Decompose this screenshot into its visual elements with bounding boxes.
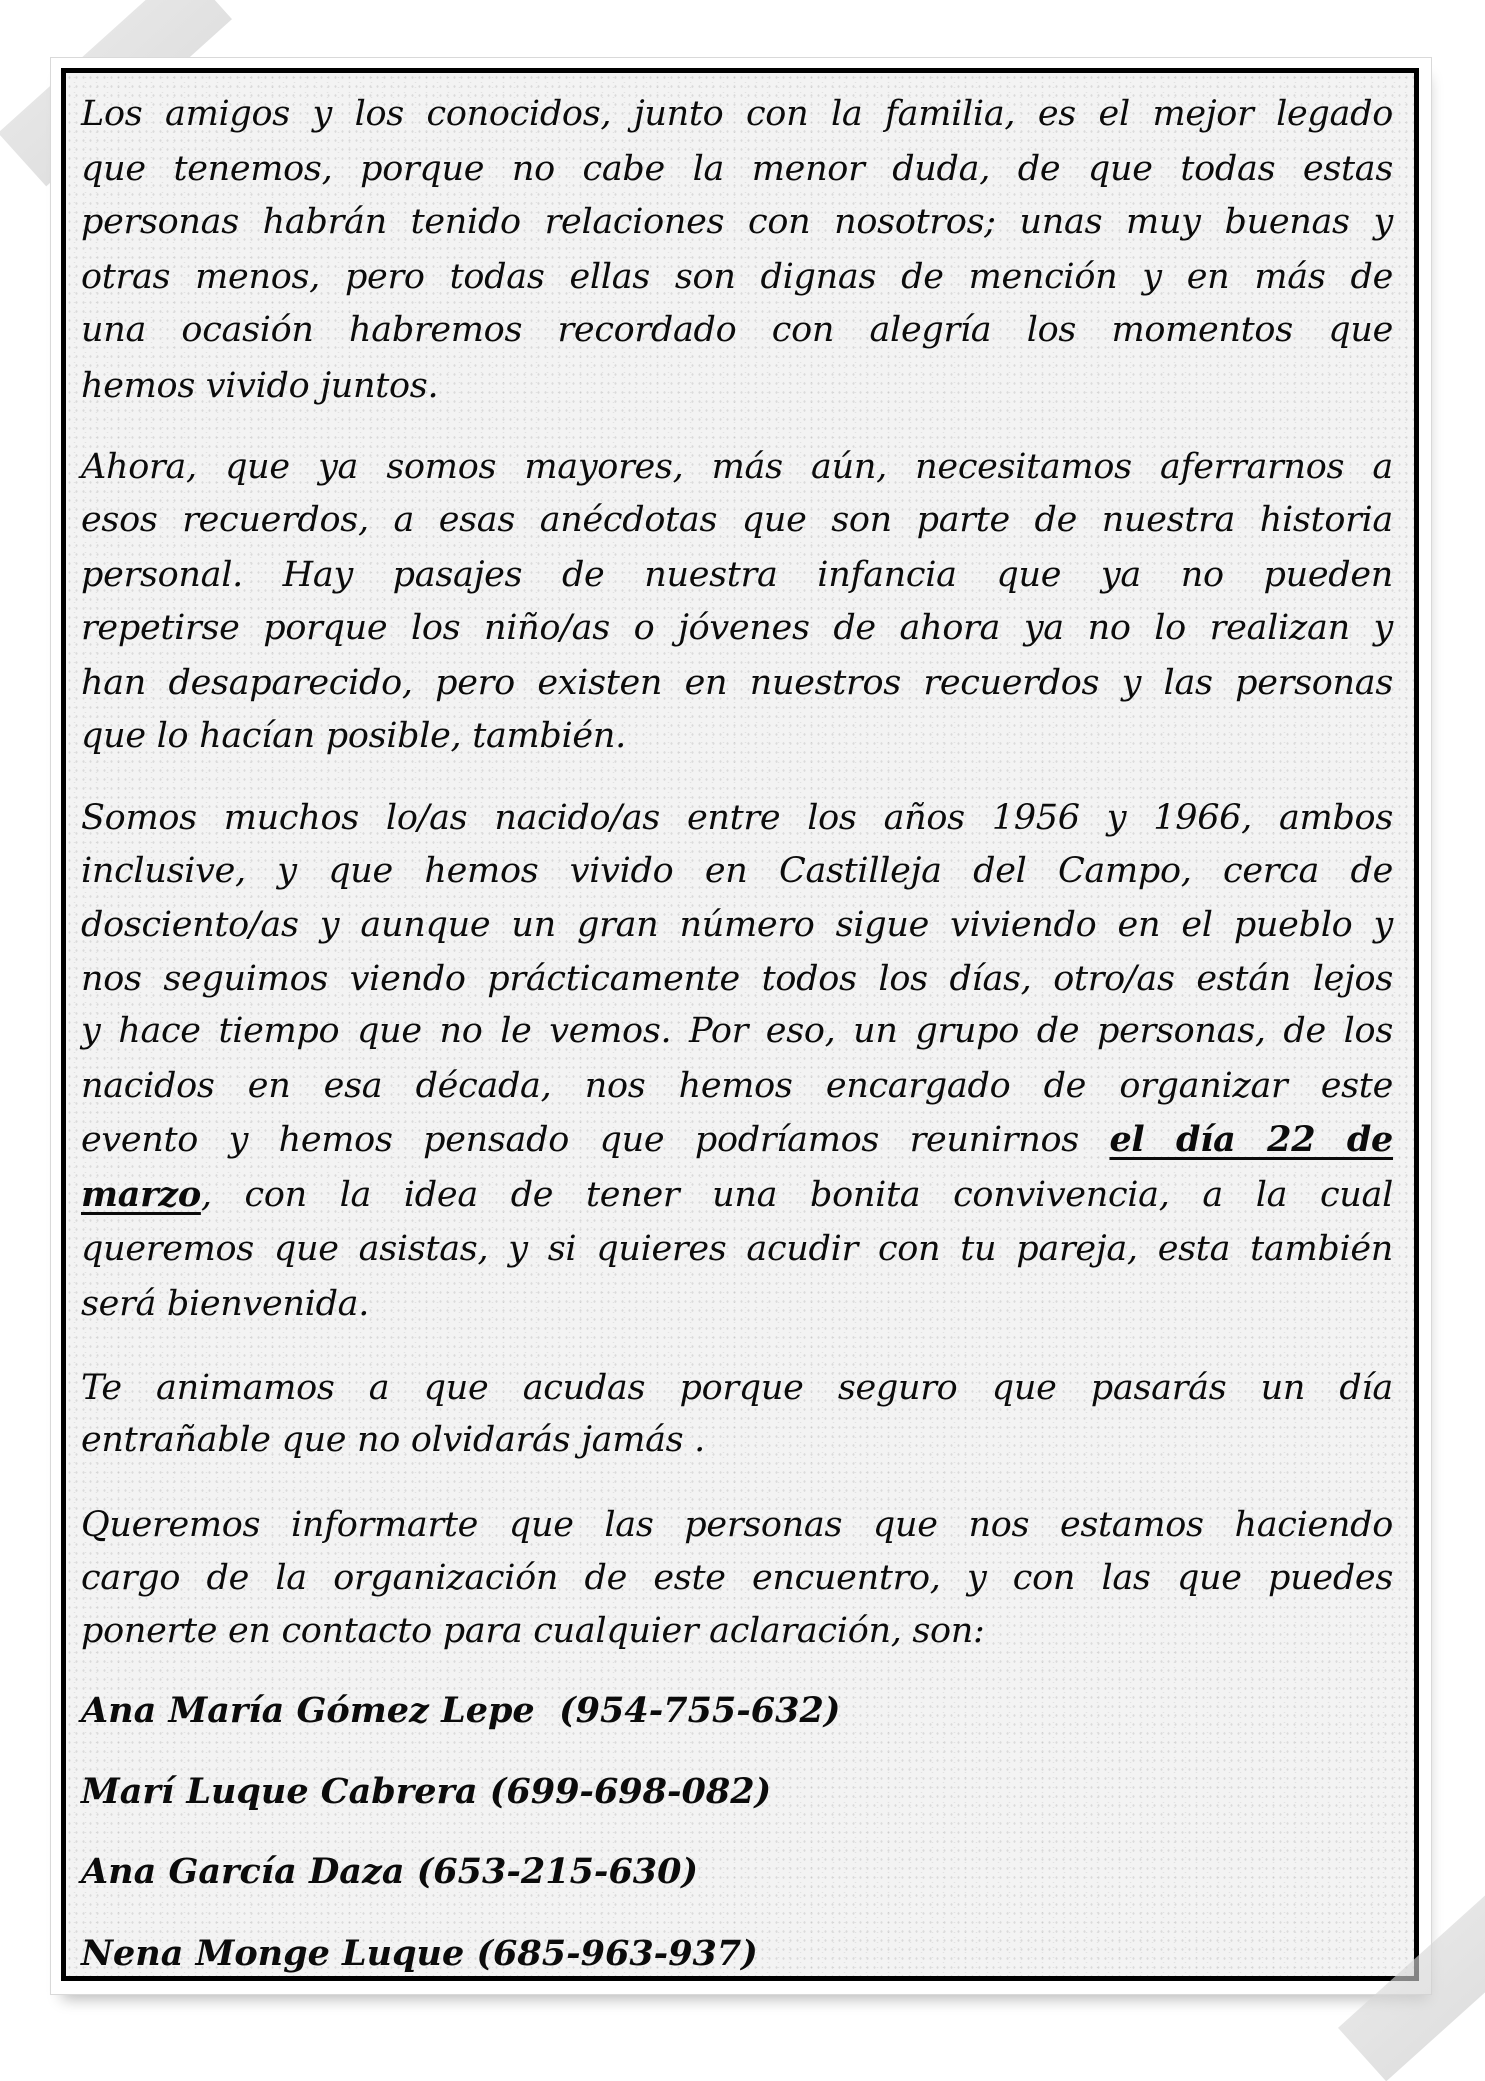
- paragraph-1-line: personas habrán tenido relaciones con nosotros; unas muy buenas y: [81, 202, 1393, 242]
- paragraph-3-line: dosciento/as y aunque un gran número sigue viviendo en el pueblo y: [81, 905, 1393, 945]
- paragraph-1-line: otras menos, pero todas ellas son dignas de mención y en más de: [81, 257, 1393, 297]
- paragraph-1-line: hemos vivido juntos.: [81, 366, 439, 406]
- date-line-text: evento y hemos pensado que podríamos reunirnos: [81, 1120, 1079, 1160]
- contact-entry: [81, 1929, 758, 1979]
- contact-phone: (685-963-937): [476, 1933, 758, 1974]
- contact-name: Marí Luque Cabrera: [81, 1771, 478, 1812]
- contact-entry: [81, 1686, 840, 1736]
- contact-entry: [81, 1847, 698, 1897]
- paragraph-3-line-with-date: [81, 1115, 1393, 1165]
- paragraph-2-line: repetirse porque los niño/as o jóvenes de ahora ya no lo realizan y: [81, 608, 1393, 648]
- paragraph-3-line: y hace tiempo que no le vemos. Por eso, un grupo de personas, de los: [81, 1011, 1393, 1051]
- contact-name: Nena Monge Luque: [81, 1933, 465, 1974]
- paragraph-3-line: nacidos en esa década, nos hemos encargado de organizar este: [81, 1066, 1393, 1106]
- date-line-text: , con la idea de tener una bonita convivencia, a la cual: [200, 1175, 1393, 1215]
- contact-phone: (699-698-082): [489, 1771, 772, 1812]
- paragraph-4-line: Te animamos a que acudas porque seguro que pasarás un día: [81, 1368, 1393, 1408]
- paragraph-2-line: han desaparecido, pero existen en nuestros recuerdos y las personas: [81, 663, 1393, 703]
- event-date-month: marzo: [81, 1174, 201, 1215]
- contact-name: Ana García Daza: [81, 1851, 405, 1892]
- paragraph-2-line: personal. Hay pasajes de nuestra infancia que ya no pueden: [81, 555, 1393, 595]
- letter-paper: [61, 68, 1419, 1981]
- paragraph-3-line: nos seguimos viendo prácticamente todos los días, otro/as están lejos: [81, 959, 1393, 999]
- paragraph-1-line: una ocasión habremos recordado con alegría los momentos que: [81, 310, 1393, 350]
- paragraph-1-line: Los amigos y los conocidos, junto con la familia, es el mejor legado: [81, 94, 1393, 134]
- paragraph-3-line: inclusive, y que hemos vivido en Castilleja del Campo, cerca de: [81, 851, 1393, 891]
- contact-name: Ana María Gómez Lepe: [81, 1690, 535, 1731]
- paragraph-5-line: cargo de la organización de este encuentro, y con las que puedes: [81, 1558, 1393, 1598]
- event-date-highlight: el día 22 de: [1109, 1119, 1394, 1160]
- paragraph-1-line: que tenemos, porque no cabe la menor duda, de que todas estas: [81, 149, 1393, 189]
- paragraph-3-line: Somos muchos lo/as nacido/as entre los años 1956 y 1966, ambos: [81, 798, 1393, 838]
- paragraph-2-line: que lo hacían posible, también.: [81, 716, 626, 756]
- paragraph-4-line: entrañable que no olvidarás jamás .: [81, 1420, 705, 1460]
- paragraph-3-line-date-continued: [81, 1170, 1393, 1220]
- paragraph-5-line: ponerte en contacto para cualquier aclaración, son:: [81, 1611, 985, 1651]
- contact-phone: (954-755-632): [559, 1690, 841, 1731]
- photo-card: [50, 57, 1432, 1995]
- contact-entry: [81, 1767, 771, 1817]
- paragraph-3-line: queremos que asistas, y si quieres acudir con tu pareja, esta también: [81, 1229, 1393, 1269]
- paragraph-3-line: será bienvenida.: [81, 1284, 370, 1324]
- paragraph-2-line: Ahora, que ya somos mayores, más aún, necesitamos aferrarnos a: [81, 447, 1393, 487]
- contact-phone: (653-215-630): [416, 1851, 699, 1892]
- paragraph-2-line: esos recuerdos, a esas anécdotas que son parte de nuestra historia: [81, 500, 1393, 540]
- paragraph-5-line: Queremos informarte que las personas que nos estamos haciendo: [81, 1505, 1393, 1545]
